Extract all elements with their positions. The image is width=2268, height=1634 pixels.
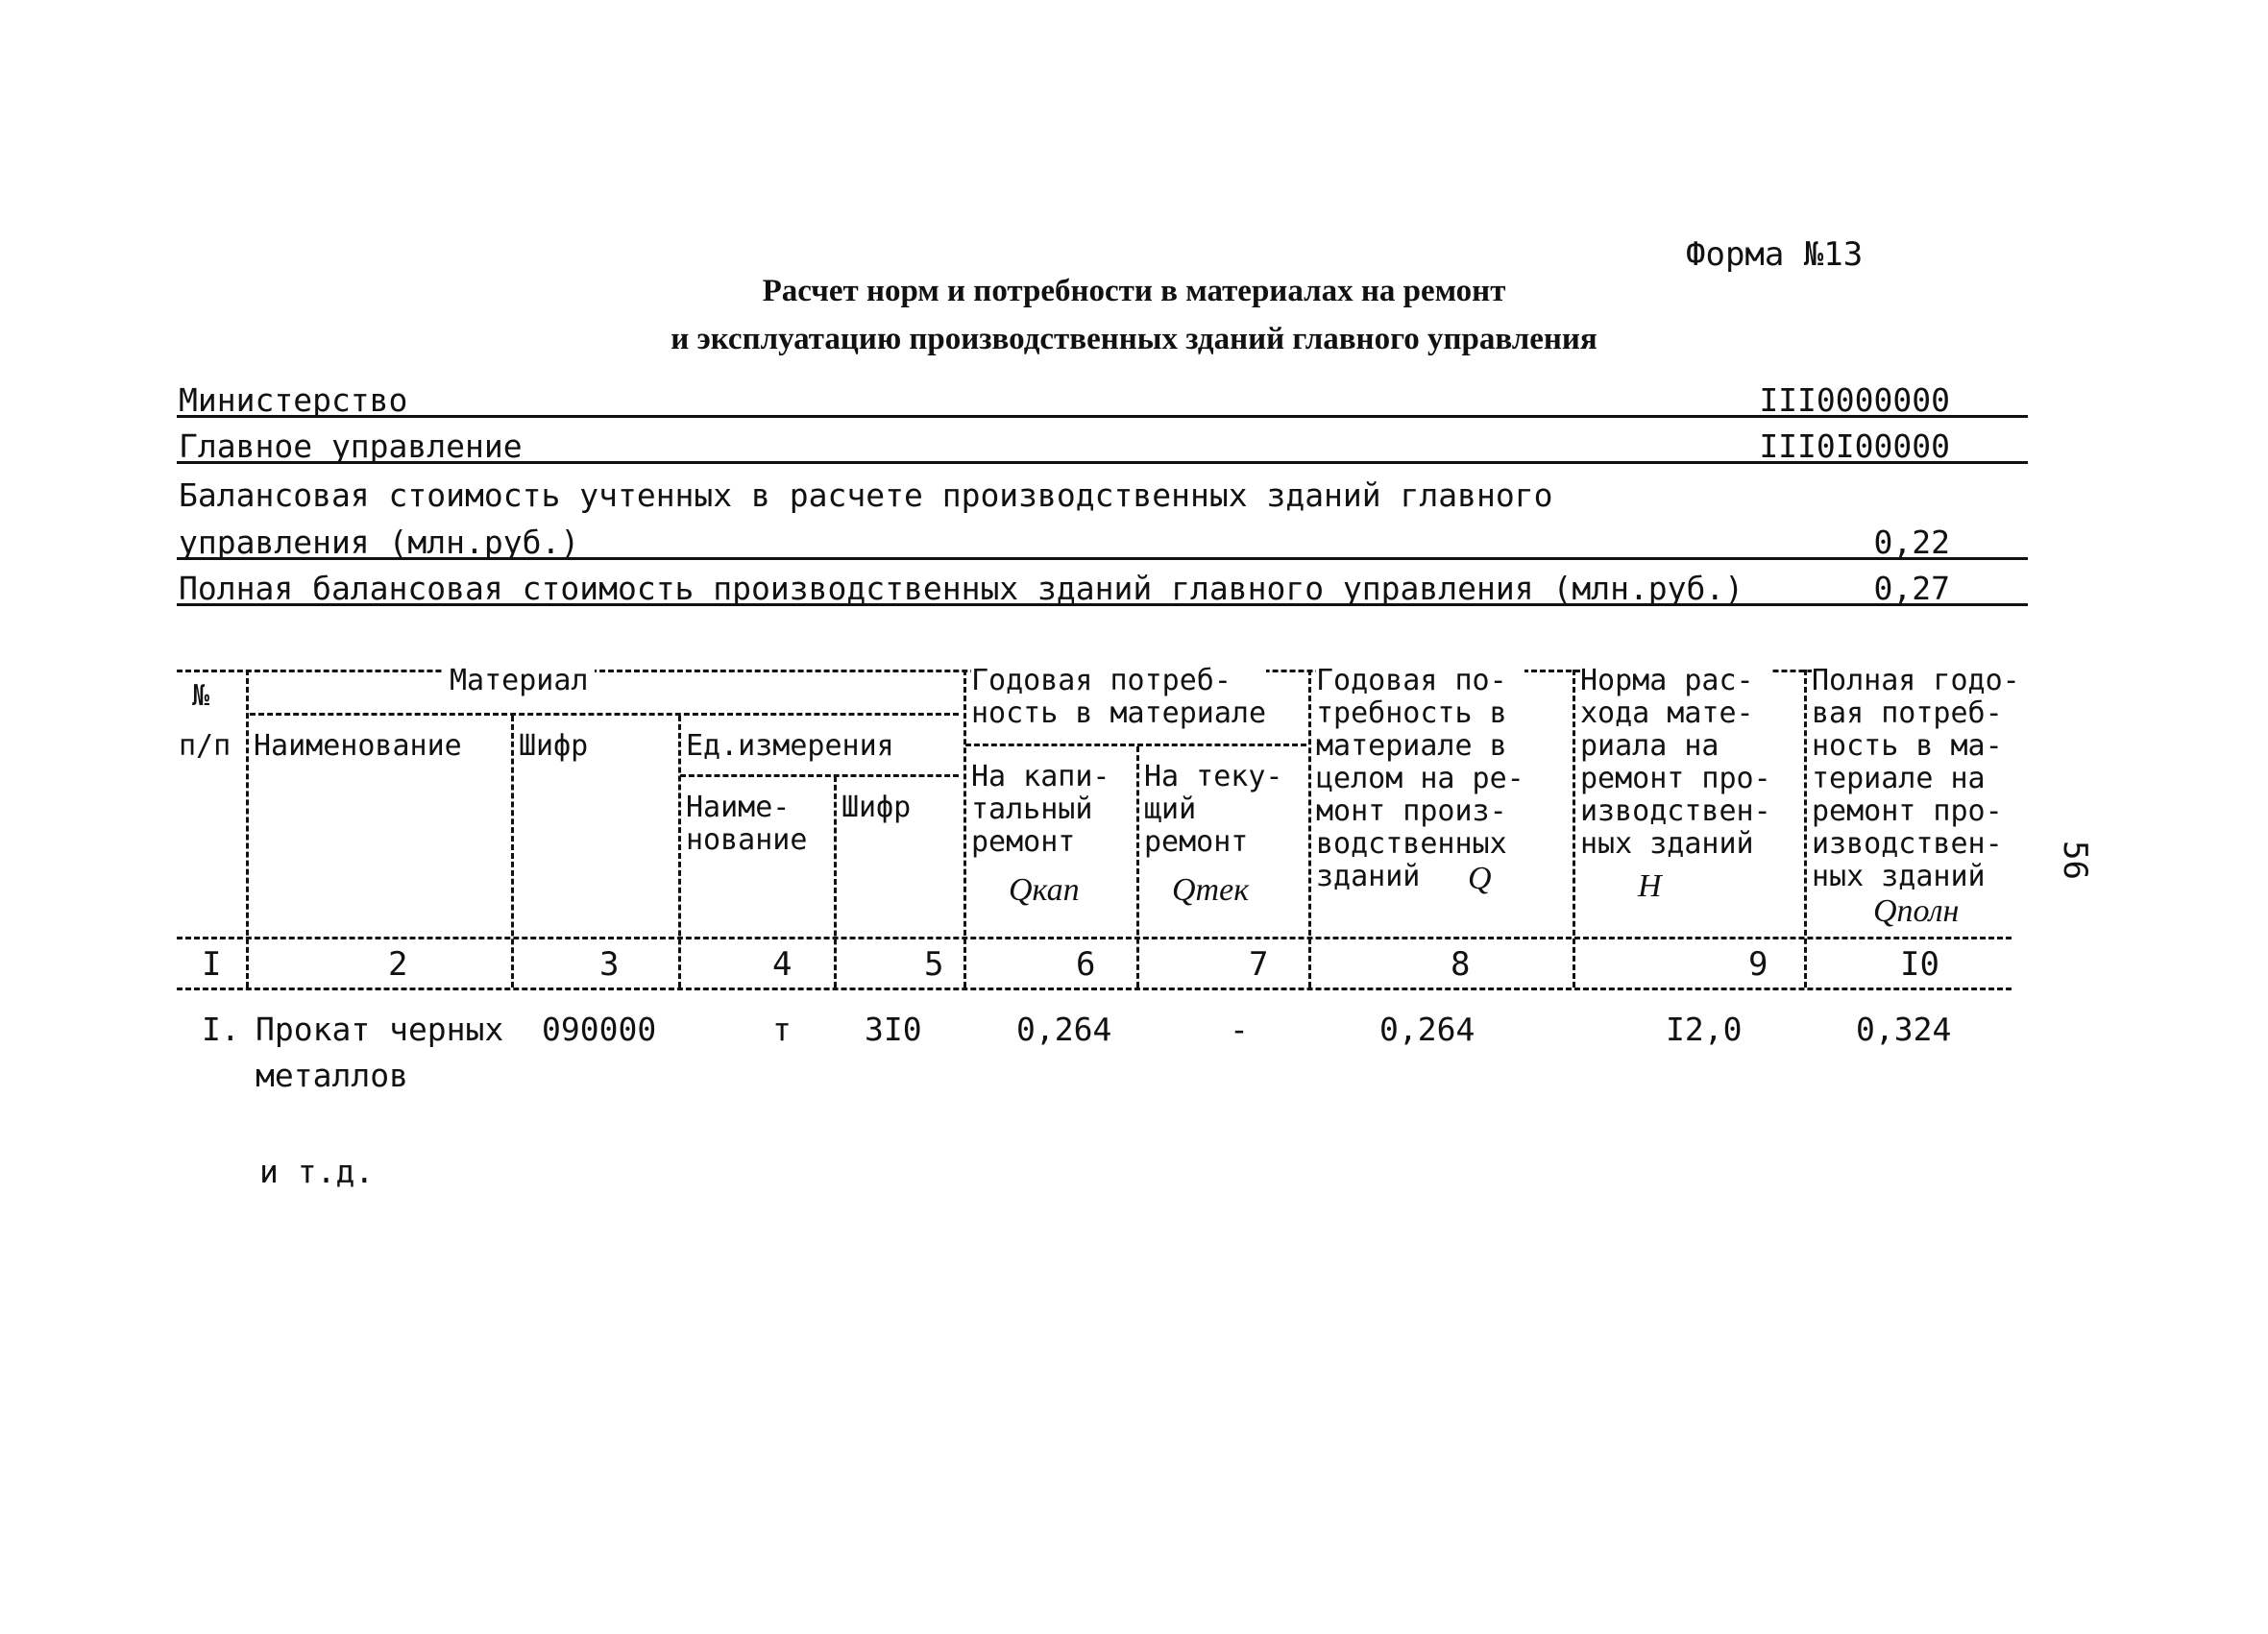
header-annual-need: Годовая потреб- ность в материале [971, 664, 1267, 730]
column-number-1: I [202, 945, 222, 984]
header-capital-var: Qкап [1009, 872, 1080, 908]
row-number: I. [202, 1011, 240, 1048]
column-number-4: 4 [772, 945, 793, 984]
full-balance-underline [177, 603, 2028, 606]
header-bottom-rule [177, 937, 2012, 939]
material-subrule [250, 713, 959, 716]
unit-subrule [680, 774, 959, 777]
column-number-5: 5 [924, 945, 944, 984]
col-sep-5 [963, 670, 966, 988]
header-norm-var: H [1638, 868, 1662, 904]
row-unit-code: 3I0 [865, 1011, 922, 1048]
row-name-line-2: металлов [256, 1057, 408, 1094]
full-balance-value: 0,27 [1873, 570, 1950, 607]
row-name-line-1: Прокат черных [256, 1011, 504, 1048]
document-title-line-2: и эксплуатацию производственных зданий главного управления [671, 322, 1597, 356]
col-sep-2 [511, 716, 514, 988]
document-title-line-1: Расчет норм и потребности в материалах на ремонт [762, 274, 1506, 308]
header-unit-name: Наиме- нование [686, 791, 808, 857]
header-current-var: Qтек [1172, 872, 1250, 908]
row-total-need: 0,264 [1379, 1011, 1475, 1048]
header-code: Шифр [519, 729, 589, 763]
balance-label-line-1: Балансовая стоимость учтенных в расчете производственных зданий главного [179, 476, 1553, 514]
col-sep-9 [1804, 670, 1807, 988]
header-number-sign: № [192, 679, 210, 713]
column-number-2: 2 [388, 945, 408, 984]
header-unit: Ед.измерения [686, 729, 894, 763]
header-full-var: Qполн [1873, 893, 1960, 929]
col-sep-6 [1136, 746, 1139, 988]
header-consumption-norm: Норма рас- хода мате- риала на ремонт про- изводствен- ных зданий [1580, 664, 1771, 861]
etc-note: и т.д. [259, 1153, 375, 1190]
full-balance-label: Полная балансовая стоимость производственных зданий главного управления (млн.руб.) [179, 570, 1744, 607]
balance-value: 0,22 [1873, 524, 1950, 561]
ministry-label: Министерство [179, 381, 408, 419]
header-total-var: Q [1468, 861, 1492, 896]
numbers-bottom-rule [177, 988, 2012, 990]
header-row-number: п/п [179, 729, 232, 763]
header-full-annual-need: Полная годо- вая потреб- ность в ма- териале на ремонт про- изводствен- ных зданий [1812, 664, 2020, 893]
column-number-8: 8 [1451, 945, 1471, 984]
row-full-annual-need: 0,324 [1856, 1011, 1952, 1048]
directorate-label: Главное управление [179, 427, 523, 465]
column-number-7: 7 [1249, 945, 1269, 984]
balance-label-line-2: управления (млн.руб.) [179, 524, 580, 561]
balance-underline [177, 557, 2028, 560]
form-number: Форма №13 [1686, 235, 1864, 274]
ministry-code: III0000000 [1759, 381, 1950, 419]
col-sep-7 [1308, 670, 1311, 988]
directorate-underline [177, 461, 2028, 464]
column-number-9: 9 [1748, 945, 1768, 984]
column-number-3: 3 [599, 945, 620, 984]
page-number: 56 [2056, 841, 2094, 880]
col-sep-1 [246, 670, 249, 988]
header-name: Наименование [254, 729, 462, 763]
directorate-code: III0I00000 [1759, 427, 1950, 465]
col-sep-8 [1573, 670, 1575, 988]
column-number-10: I0 [1900, 945, 1939, 984]
col-sep-3 [678, 716, 681, 988]
row-current-repair: - [1230, 1011, 1249, 1048]
row-unit: т [772, 1011, 792, 1048]
header-material: Материал [444, 665, 595, 697]
header-total-need: Годовая по- требность в материале в целом на ре- монт произ- водственных зданий [1316, 664, 1524, 893]
row-consumption-norm: I2,0 [1666, 1011, 1743, 1048]
column-number-6: 6 [1076, 945, 1096, 984]
col-sep-4 [834, 776, 837, 988]
row-code: 090000 [542, 1011, 657, 1048]
header-current-repair: На теку- щий ремонт [1144, 760, 1283, 859]
row-capital-repair: 0,264 [1016, 1011, 1112, 1048]
header-unit-code: Шифр [841, 791, 912, 824]
ministry-underline [177, 415, 2028, 418]
header-capital-repair: На капи- тальный ремонт [971, 760, 1110, 859]
